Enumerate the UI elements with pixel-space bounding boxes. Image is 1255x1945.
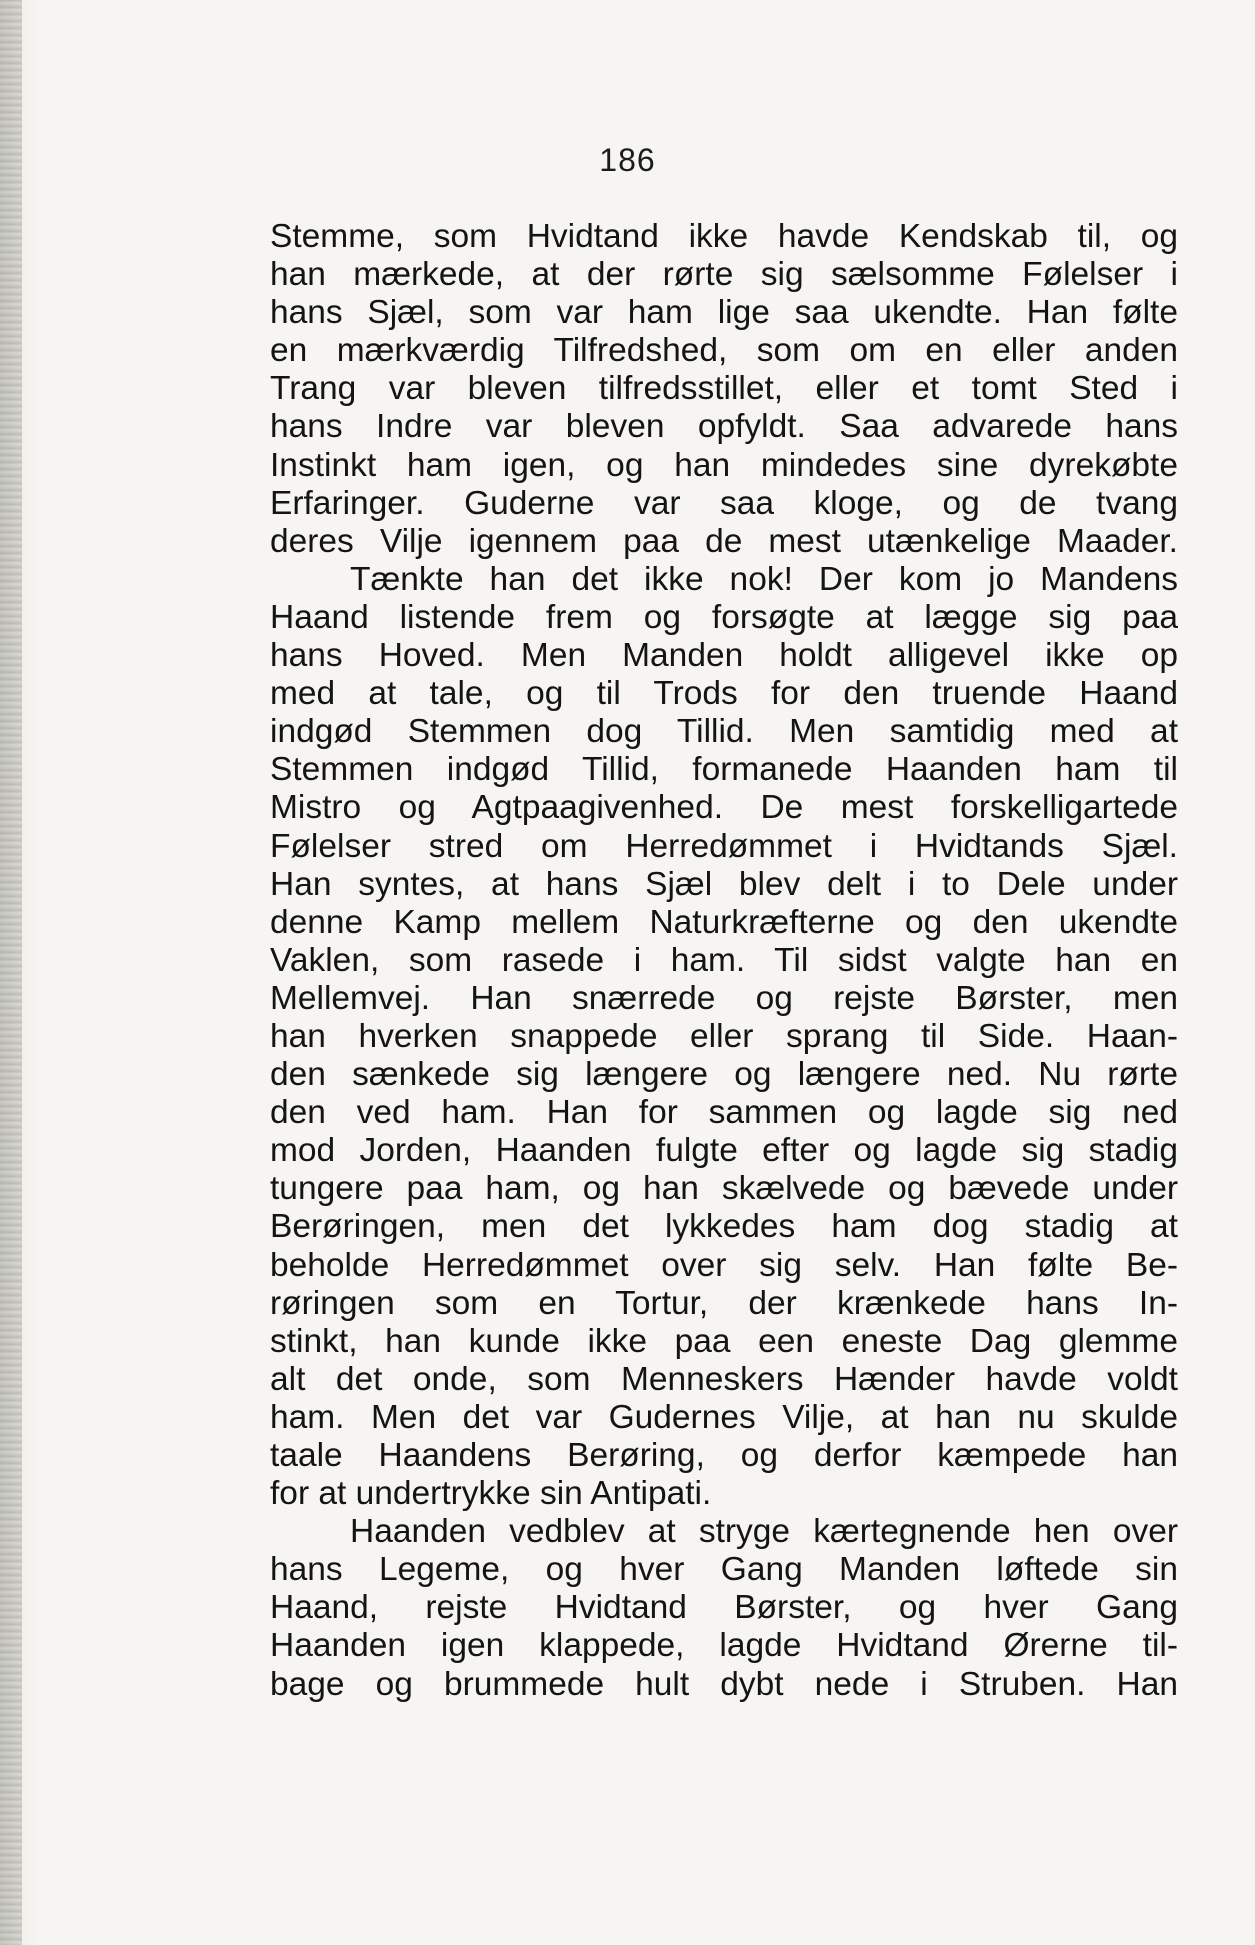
- text-line: stinkt, han kunde ikke paa een eneste Dag glemme: [270, 1322, 1178, 1360]
- text-line: den sænkede sig længere og længere ned. Nu rørte: [270, 1056, 1178, 1094]
- text-line: med at tale, og til Trods for den truende Haand: [270, 675, 1178, 713]
- text-line: Han syntes, at hans Sjæl blev delt i to Dele under: [270, 865, 1178, 903]
- text-line: indgød Stemmen dog Tillid. Men samtidig med at: [270, 713, 1178, 751]
- text-line: denne Kamp mellem Naturkræfterne og den ukendte: [270, 903, 1178, 941]
- text-line: Stemme, som Hvidtand ikke havde Kendskab til, og: [270, 218, 1178, 255]
- text-line: Haand, rejste Hvidtand Børster, og hver Gang: [270, 1589, 1178, 1627]
- text-line: ham. Men det var Gudernes Vilje, at han nu skulde: [270, 1398, 1178, 1436]
- text-line: Haanden igen klappede, lagde Hvidtand Ørerne til-: [270, 1627, 1178, 1665]
- page-number: 186: [599, 142, 656, 178]
- text-line: Stemmen indgød Tillid, formanede Haanden ham til: [270, 751, 1178, 789]
- text-line: Instinkt ham igen, og han mindedes sine dyrekøbte: [270, 446, 1178, 484]
- text-line: taale Haandens Berøring, og derfor kæmpede han: [270, 1437, 1178, 1474]
- text-line: bage og brummede hult dybt nede i Struben. Han: [270, 1665, 1178, 1703]
- text-line: Berøringen, men det lykkedes ham dog stadig at: [270, 1208, 1178, 1246]
- text-line: mod Jorden, Haanden fulgte efter og lagde sig stadig: [270, 1132, 1178, 1170]
- text-line: beholde Herredømmet over sig selv. Han følte Be-: [270, 1246, 1178, 1284]
- text-line: den ved ham. Han for sammen og lagde sig ned: [270, 1094, 1178, 1132]
- text-line: hans Indre var bleven opfyldt. Saa advarede hans: [270, 408, 1178, 446]
- text-line: Vaklen, som rasede i ham. Til sidst valgte han en: [270, 941, 1178, 979]
- text-line: hans Sjæl, som var ham lige saa ukendte. Han følte: [270, 294, 1178, 332]
- text-line: Tænkte han det ikke nok! Der kom jo Mandens: [350, 560, 1178, 598]
- text-line: deres Vilje igennem paa de mest utænkelige Maader.: [270, 522, 1178, 560]
- text-line: en mærkværdig Tilfredshed, som om en eller anden: [270, 332, 1178, 370]
- text-line: for at undertrykke sin Antipati.: [270, 1475, 712, 1513]
- text-line: Mellemvej. Han snærrede og rejste Børster, men: [270, 979, 1178, 1017]
- text-line: alt det onde, som Menneskers Hænder havde voldt: [270, 1360, 1178, 1398]
- text-line: Trang var bleven tilfredsstillet, eller et tomt Sted i: [270, 370, 1178, 408]
- text-line: Følelser stred om Herredømmet i Hvidtands Sjæl.: [270, 827, 1178, 865]
- body-text: [270, 218, 1178, 1704]
- text-line: Mistro og Agtpaagivenhed. De mest forskelligartede: [270, 789, 1178, 827]
- text-line: hans Hoved. Men Manden holdt alligevel ikke op: [270, 637, 1178, 675]
- text-line: han hverken snappede eller sprang til Side. Haan-: [270, 1017, 1178, 1055]
- binding-edge: [0, 0, 22, 1945]
- text-line: Haand listende frem og forsøgte at lægge sig paa: [270, 598, 1178, 636]
- text-line: hans Legeme, og hver Gang Manden løftede sin: [270, 1551, 1178, 1589]
- text-line: han mærkede, at der rørte sig sælsomme Følelser i: [270, 256, 1178, 294]
- text-line: røringen som en Tortur, der krænkede hans In-: [270, 1284, 1178, 1322]
- text-line: Haanden vedblev at stryge kærtegnende hen over: [350, 1513, 1178, 1551]
- text-line: Erfaringer. Guderne var saa kloge, og de tvang: [270, 484, 1178, 522]
- text-line: tungere paa ham, og han skælvede og bævede under: [270, 1170, 1178, 1208]
